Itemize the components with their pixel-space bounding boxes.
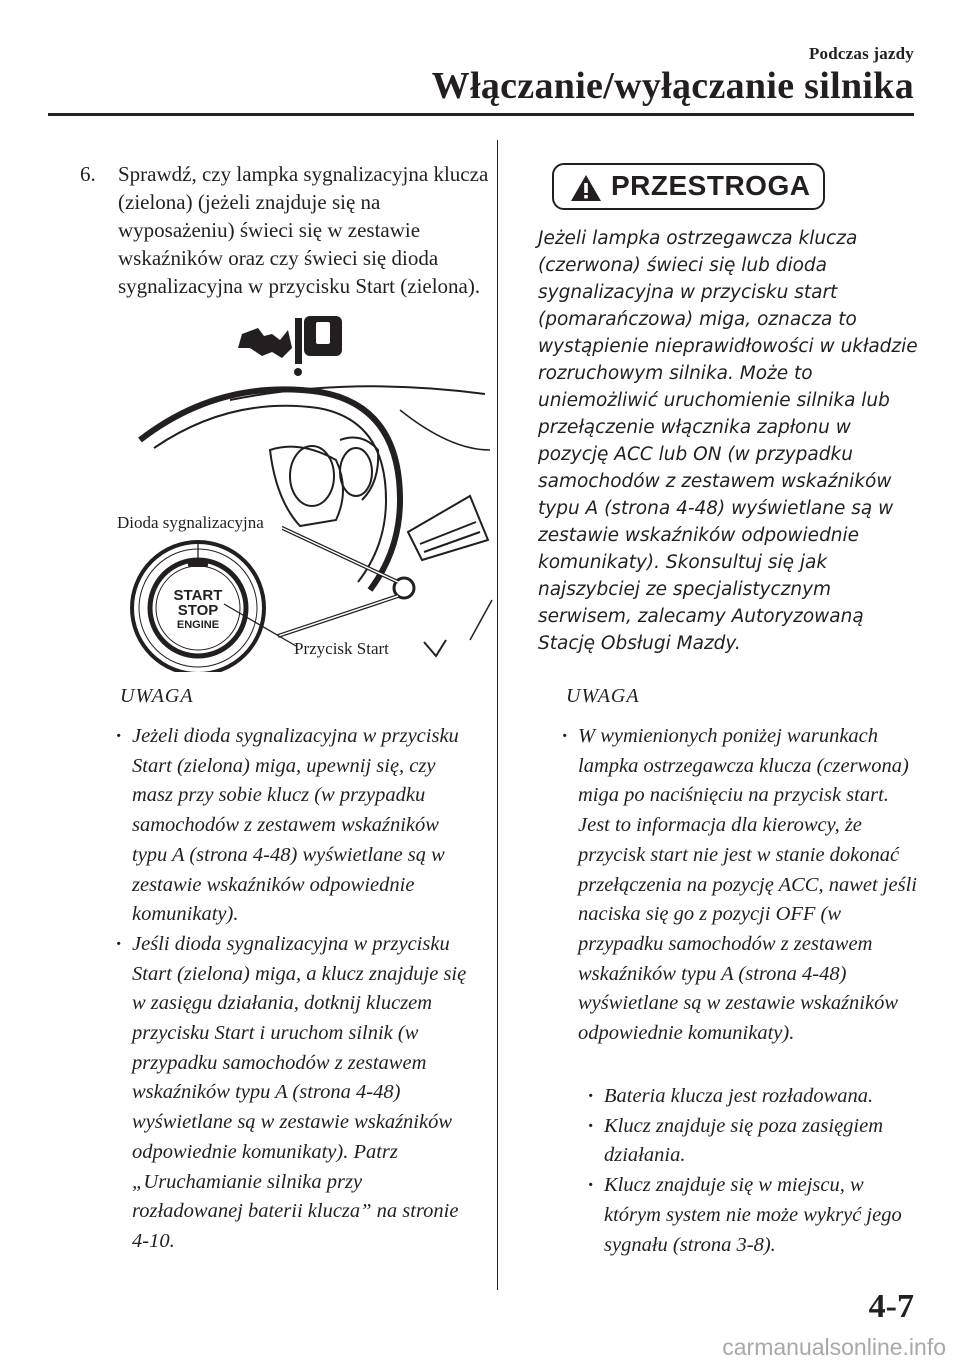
- page-number: 4-7: [868, 1288, 914, 1325]
- caution-text: Jeżeli lampka ostrzegawcza klucza (czerwona) świeci się lub dioda sygnalizacyjna w przycisku start (pomarańczowa) miga, oznacza to wystąpienie nieprawidłowości w układzie rozruchowym silnika. Może to uniemożliwić uruchomienie silnika lub przełączenie włącznika zapłonu w pozycję ACC lub ON (w przypadku samochodów z zestawem wskaźników typu A (strona 4-48) wyświetlane są w zestawie wskaźników odpowiednie komunikaty). Skonsultuj się jak najszybciej ze specjalistycznym serwisem, zalecamy Autoryzowaną Stację Obsługi Mazdy.: [538, 228, 918, 654]
- note-list-left: [116, 722, 476, 1257]
- caution-label: PRZESTROGA: [611, 170, 811, 201]
- watermark: carmanualsonline.info: [722, 1334, 946, 1360]
- step-text: Sprawdź, czy lampka sygnalizacyjna klucza (zielona) (jeżeli znajduje się na wyposażeniu) świeci się w zestawie wskaźników oraz czy świeci się dioda sygnalizacyjna w przycisku Start (zielona).: [118, 162, 489, 298]
- key-indicator-icon: [238, 316, 342, 376]
- start-button-illustration: [100, 300, 495, 672]
- step-number: 6.: [80, 162, 96, 186]
- page-title: Włączanie/wyłączanie silnika: [431, 65, 914, 107]
- list-item: · Bateria klucza jest rozładowana.: [588, 1082, 920, 1112]
- list-item: · Klucz znajduje się w miejscu, w którym system nie może wykryć jego sygnału (strona 3-8).: [588, 1171, 920, 1260]
- dashboard-illustration: [100, 300, 495, 672]
- label-diode: Dioda sygnalizacyjna: [117, 513, 264, 532]
- label-button: Przycisk Start: [294, 639, 389, 658]
- list-item: · Jeśli dioda sygnalizacyjna w przycisku Start (zielona) miga, a klucz znajduje się w zasięgu działania, dotknij kluczem przycisku Start i uruchom silnik (w przypadku samochodów z zestawem wskaźników typu A (strona 4-48) wyświetlane są w zestawie wskaźników odpowiednie komunikaty). Patrz „Uruchamianie silnika przy rozładowanej baterii klucza” na stronie 4-10.: [116, 930, 476, 1257]
- list-item: · W wymienionych poniżej warunkach lampka ostrzegawcza klucza (czerwona) miga po naciśnięciu na przycisk start. Jest to informacja dla kierowcy, że przycisk start nie jest w stanie dokonać przełączenia na pozycję ACC, nawet jeśli naciska się go z pozycji OFF (w przypadku samochodów z zestawem wskaźników typu A (strona 4-48) wyświetlane są w zestawie wskaźników odpowiednie komunikaty).: [562, 722, 922, 1049]
- column-divider: [497, 140, 498, 1290]
- list-item: · Jeżeli dioda sygnalizacyjna w przycisku Start (zielona) miga, upewnij się, czy masz przy sobie klucz (w przypadku samochodów z zestawem wskaźników typu A (strona 4-48) wyświetlane są w zestawie wskaźników odpowiednie komunikaty).: [116, 722, 476, 930]
- note-sublist-right: [588, 1082, 920, 1260]
- note-title-right: UWAGA: [566, 685, 640, 707]
- step-6: [80, 160, 490, 300]
- button-text-stop: STOP: [177, 602, 219, 619]
- note-title-left: UWAGA: [120, 685, 194, 707]
- button-text-start: START: [173, 587, 223, 604]
- list-item: · Klucz znajduje się poza zasięgiem działania.: [588, 1112, 920, 1171]
- caution-header: [552, 163, 825, 210]
- header-rule: [48, 113, 914, 116]
- note-list-right: [562, 722, 922, 1049]
- button-text-engine: ENGINE: [176, 619, 220, 631]
- warning-triangle-icon: [570, 174, 602, 202]
- header-section: Podczas jazdy: [808, 44, 914, 63]
